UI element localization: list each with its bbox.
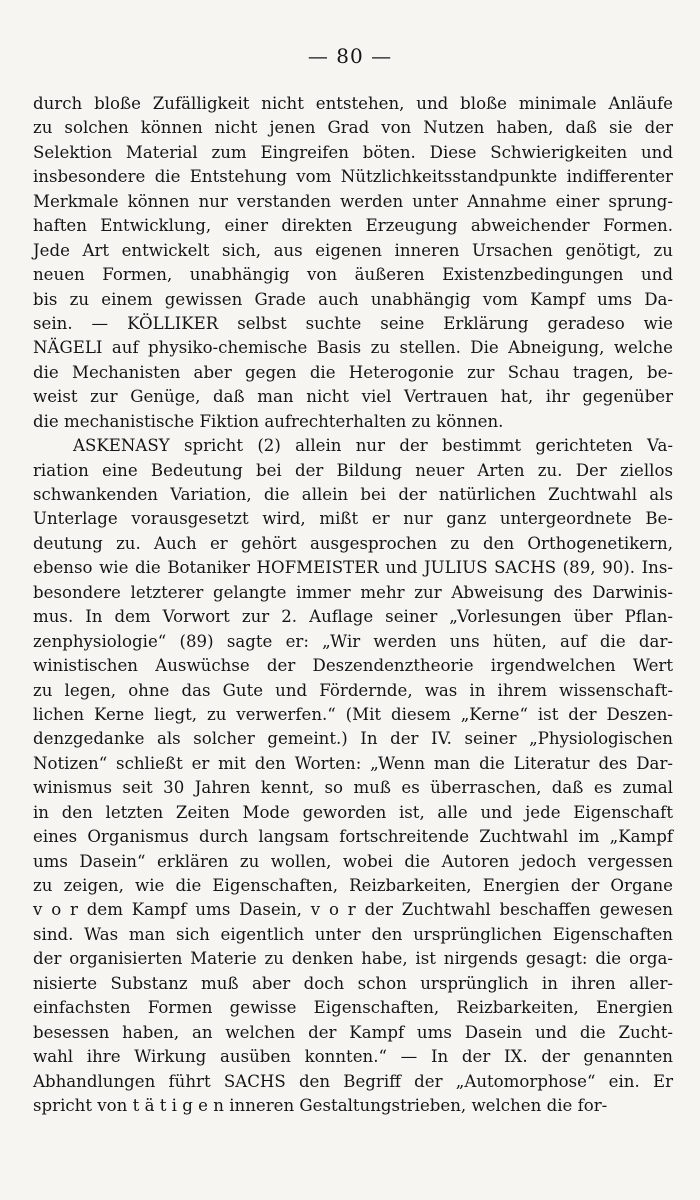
text-line: besondere letzterer gelangte immer mehr zur Abweisung des Darwinis- [33, 582, 673, 602]
text-line: bis zu einem gewissen Grade auch unabhängig vom Kampf ums Da- [33, 289, 673, 309]
text-line: denzgedanke als solcher gemeint.) In der IV. seiner „Physiologischen [33, 729, 673, 749]
text-line: sind. Was man sich eigentlich unter den ursprünglichen Eigenschaften [33, 924, 673, 944]
text-line: ebenso wie die Botaniker HOFMEISTER und JULIUS SACHS (89, 90). Ins- [33, 558, 673, 578]
text-line: ASKENASY spricht (2) allein nur der bestimmt gerichteten Va- [73, 436, 673, 456]
text-line: sein. — KÖLLIKER selbst suchte seine Erklärung geradeso wie [33, 313, 673, 333]
text-line: Abhandlungen führt SACHS den Begriff der „Automorphose“ ein. Er [33, 1071, 673, 1091]
text-line: durch bloße Zufälligkeit nicht entstehen, und bloße minimale Anläufe [33, 94, 673, 113]
text-line: die mechanistische Fiktion aufrechterhalten zu können. [33, 411, 504, 431]
text-line: zu legen, ohne das Gute und Fördernde, was in ihrem wissenschaft- [33, 680, 673, 700]
text-line: zenphysiologie“ (89) sagte er: „Wir werden uns hüten, auf die dar- [33, 631, 673, 651]
text-line: spricht von t ä t i g e n inneren Gestaltungstrieben, welchen die for- [33, 1095, 608, 1115]
text-line: nisierte Substanz muß aber doch schon ursprünglich in ihren aller- [33, 973, 673, 993]
text-line: haften Entwicklung, einer direkten Erzeugung abweichender Formen. [33, 216, 673, 236]
text-line: besessen haben, an welchen der Kampf ums Dasein und die Zucht- [33, 1022, 673, 1042]
text-line: die Mechanisten aber gegen die Heterogonie zur Schau tragen, be- [33, 362, 673, 382]
page-number: — 80 — [307, 44, 393, 68]
text-line: zu solchen können nicht jenen Grad von Nutzen haben, daß sie der [33, 118, 673, 138]
text-line: winistischen Auswüchse der Deszendenztheorie irgendwelchen Wert [33, 656, 673, 676]
text-line: wahl ihre Wirkung ausüben konnten.“ — In der IX. der genannten [33, 1047, 673, 1067]
text-line: Jede Art entwickelt sich, aus eigenen inneren Ursachen genötigt, zu [33, 240, 673, 260]
text-line: einfachsten Formen gewisse Eigenschaften, Reizbarkeiten, Energien [33, 998, 673, 1018]
text-line: Notizen“ schließt er mit den Worten: „Wenn man die Literatur des Dar- [33, 753, 673, 773]
text-line: zu zeigen, wie die Eigenschaften, Reizbarkeiten, Energien der Organe [33, 876, 673, 895]
text-line: winismus seit 30 Jahren kennt, so muß es überraschen, daß es zumal [33, 778, 673, 798]
text-line: in den letzten Zeiten Mode geworden ist, alle und jede Eigenschaft [33, 802, 673, 822]
text-line: eines Organismus durch langsam fortschreitende Zuchtwahl im „Kampf [33, 827, 673, 847]
text-line: Unterlage vorausgesetzt wird, mißt er nur ganz untergeordnete Be- [33, 509, 673, 529]
text-line: insbesondere die Entstehung vom Nützlichkeitsstandpunkte indifferenter [33, 167, 673, 187]
text-line: neuen Formen, unabhängig von äußeren Existenzbedingungen und [33, 265, 673, 285]
text-line: riation eine Bedeutung bei der Bildung neuer Arten zu. Der ziellos [33, 460, 673, 480]
text-line: Selektion Material zum Eingreifen böten. Diese Schwierigkeiten und [33, 142, 673, 162]
text-line: v o r dem Kampf ums Dasein, v o r der Zuchtwahl beschaffen gewesen [33, 900, 673, 920]
text-line: deutung zu. Auch er gehört ausgesprochen zu den Orthogenetikern, [33, 533, 673, 553]
text-line: weist zur Genüge, daß man nicht viel Vertrauen hat, ihr gegenüber [33, 387, 673, 407]
text-line: mus. In dem Vorwort zur 2. Auflage seiner „Vorlesungen über Pflan- [33, 607, 673, 627]
body-text [33, 92, 673, 1118]
text-line: schwankenden Variation, die allein bei der natürlichen Zuchtwahl als [33, 485, 673, 504]
text-line: der organisierten Materie zu denken habe, ist nirgends gesagt: die orga- [33, 949, 673, 969]
text-line: ums Dasein“ erklären zu wollen, wobei die Autoren jedoch vergessen [33, 851, 673, 871]
text-line: Merkmale können nur verstanden werden unter Annahme einer sprung- [33, 191, 673, 211]
text-line: lichen Kerne liegt, zu verwerfen.“ (Mit diesem „Kerne“ ist der Deszen- [33, 704, 673, 724]
text-line: NÄGELI auf physiko-chemische Basis zu stellen. Die Abneigung, welche [33, 338, 673, 358]
